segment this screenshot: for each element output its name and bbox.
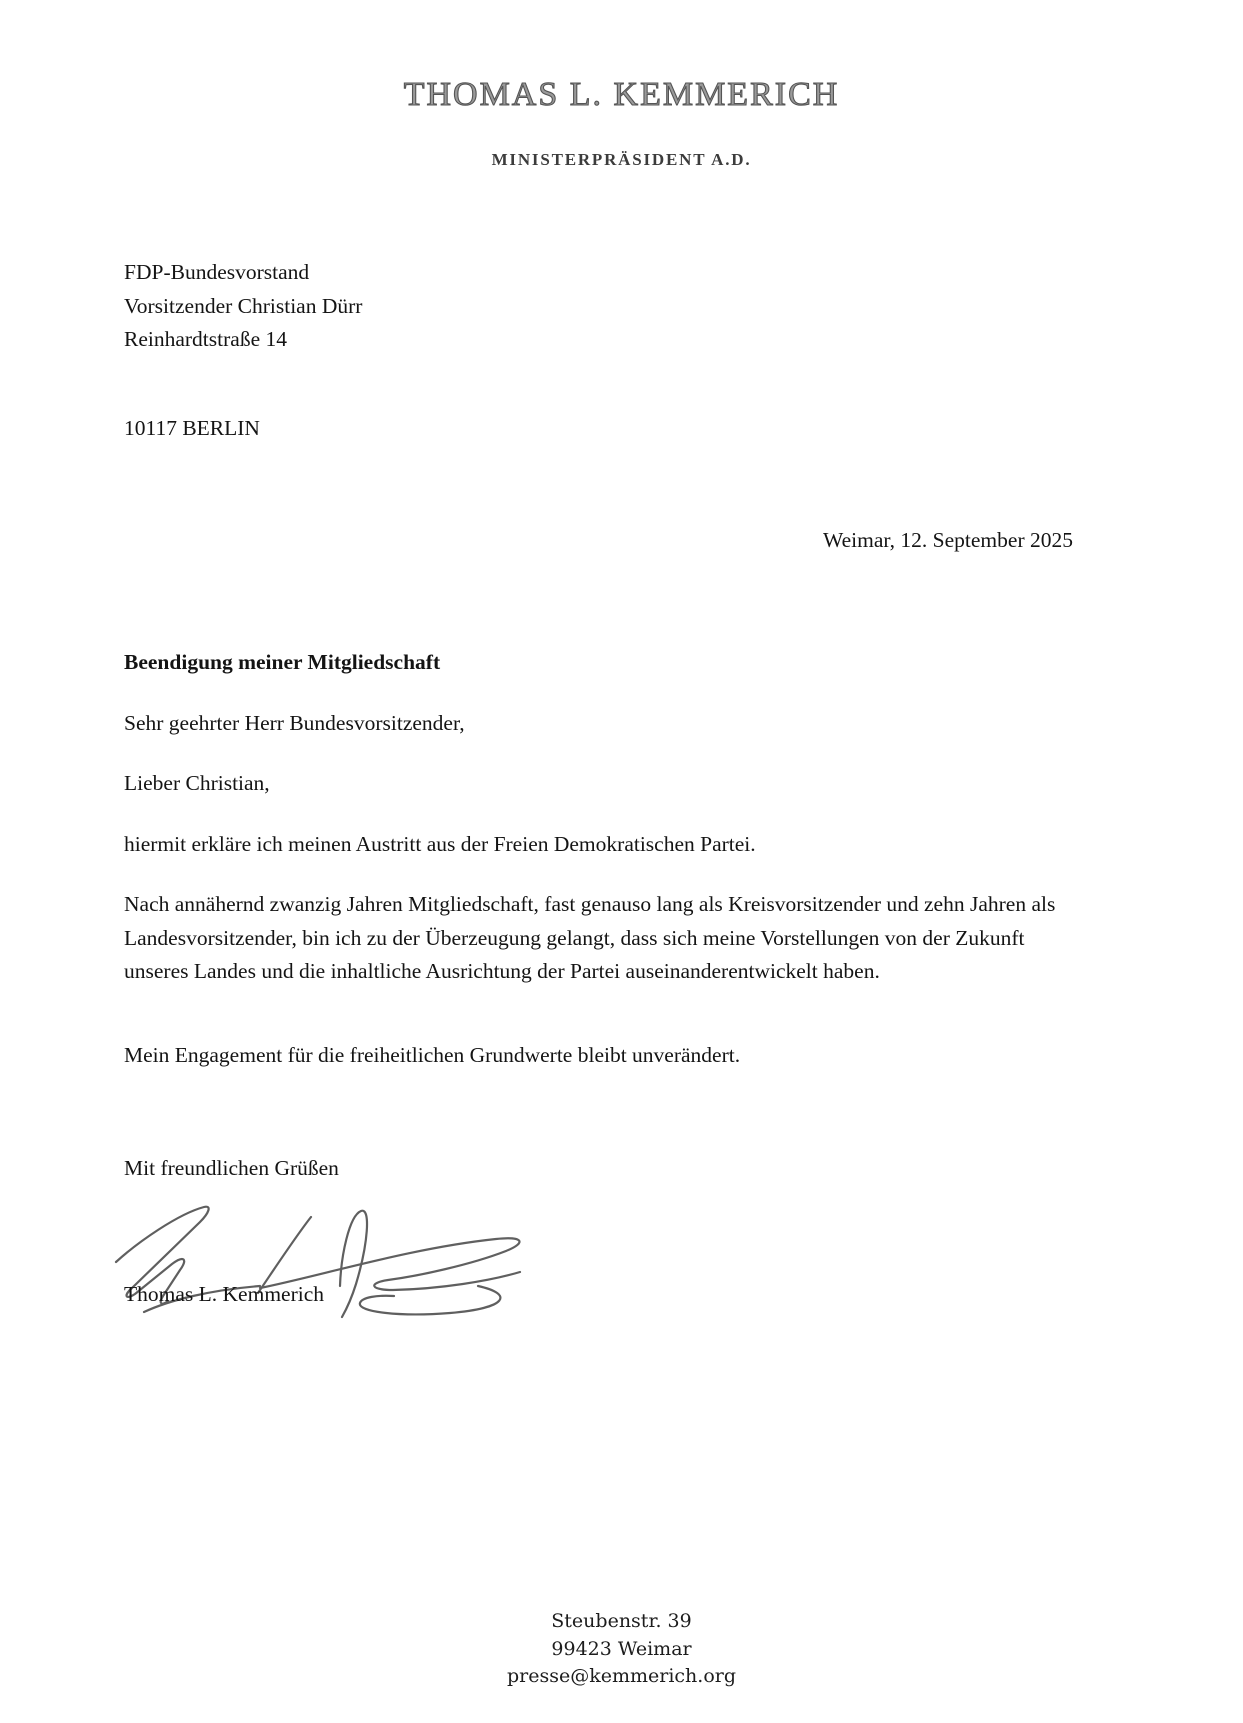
footer-city: 99423 Weimar	[551, 1637, 692, 1660]
recipient-line-organization: FDP-Bundesvorstand	[124, 260, 310, 284]
recipient-line-street: Reinhardtstraße 14	[124, 327, 287, 351]
letterhead-name: THOMAS L. KEMMERICH	[403, 76, 840, 113]
footer-email: presse@kemmerich.org	[506, 1665, 737, 1687]
footer-street: Steubenstr. 39	[551, 1610, 692, 1632]
place-date-line: Weimar, 12. September 2025	[823, 528, 1073, 552]
closing-phrase: Mit freundlichen Grüßen	[124, 1156, 339, 1180]
salutation-informal: Lieber Christian,	[124, 771, 270, 795]
body-paragraph-declaration: hiermit erkläre ich meinen Austritt aus der Freien Demokratischen Partei.	[124, 832, 756, 856]
subject-line: Beendigung meiner Mitgliedschaft	[124, 650, 441, 674]
recipient-address-block	[124, 256, 362, 357]
body-paragraph-reasoning: Nach annähernd zwanzig Jahren Mitgliedschaft, fast genauso lang als Kreisvorsitzender und zehn Jahren als Landesvorsitzender, bin ich zu der Überzeugung gelangt, dass sich meine Vorstellungen von der Zukunft unseres Landes und die inhaltliche Ausrichtung der Partei auseinanderentwickelt haben.	[124, 892, 1056, 983]
footer-contact-block	[0, 1608, 1243, 1691]
recipient-postal-city: 10117 BERLIN	[124, 416, 260, 440]
letterhead-subtitle: MINISTERPRÄSIDENT A.D.	[491, 150, 752, 169]
signature-typed-name: Thomas L. Kemmerich	[124, 1282, 325, 1306]
body-paragraph-commitment: Mein Engagement für die freiheitlichen Grundwerte bleibt unverändert.	[124, 1043, 741, 1067]
salutation-formal: Sehr geehrter Herr Bundesvorsitzender,	[124, 711, 465, 735]
recipient-line-person: Vorsitzender Christian Dürr	[124, 293, 363, 318]
